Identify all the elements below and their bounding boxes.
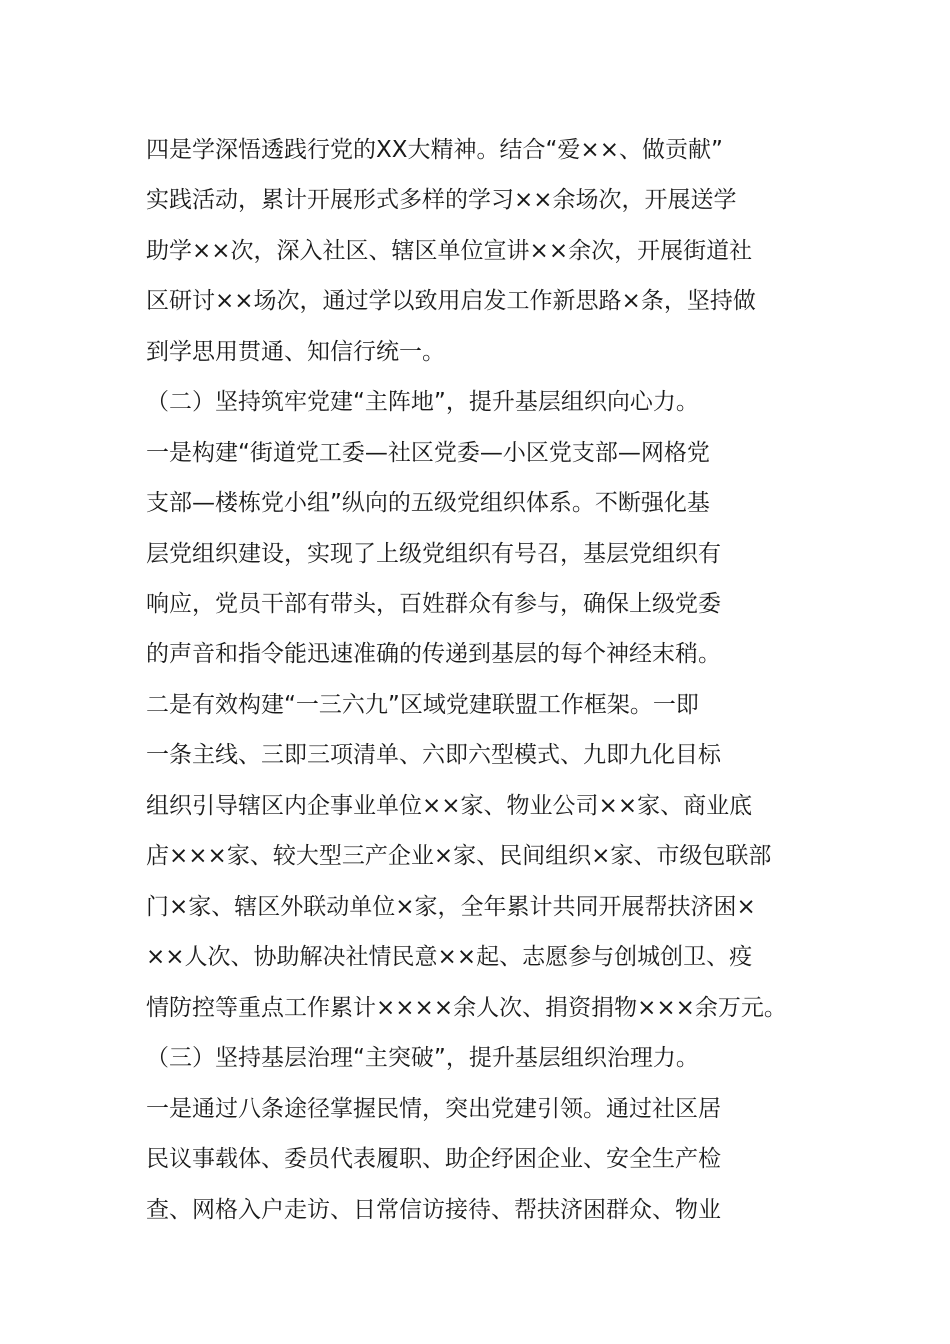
text-line: 组织引导辖区内企事业单位××家、物业公司××家、商业底 <box>146 793 753 819</box>
text-line: 的声音和指令能迅速准确的传递到基层的每个神经末稍。 <box>146 641 721 667</box>
text-line: 层党组织建设，实现了上级党组织有号召，基层党组织有 <box>146 541 721 567</box>
text-line: 门×家、辖区外联动单位×家，全年累计共同开展帮扶济困× <box>146 894 756 920</box>
text-line: 查、网格入户走访、日常信访接待、帮扶济困群众、物业 <box>146 1197 721 1223</box>
text-line: 支部—楼栋党小组”纵向的五级党组织体系。不断强化基 <box>146 490 710 516</box>
section-heading: （二）坚持筑牢党建“主阵地”，提升基层组织向心力。 <box>146 389 699 415</box>
text-line: 区研讨××场次，通过学以致用启发工作新思路×条，坚持做 <box>146 288 756 314</box>
text-line: 助学××次，深入社区、辖区单位宣讲××余次，开展街道社 <box>146 238 753 264</box>
text-line: 响应，党员干部有带头，百姓群众有参与，确保上级党委 <box>146 591 721 617</box>
text-line: 二是有效构建“一三六九”区域党建联盟工作框架。一即 <box>146 692 699 718</box>
text-line: 情防控等重点工作累计××××余人次、捐资捐物×××余万元。 <box>146 995 787 1021</box>
text-line: 实践活动，累计开展形式多样的学习××余场次，开展送学 <box>146 187 737 213</box>
text-line: ××人次、协助解决社情民意××起、志愿参与创城创卫、疫 <box>146 944 753 970</box>
text-line: 店×××家、较大型三产企业×家、民间组织×家、市级包联部 <box>146 843 772 869</box>
section-heading: （三）坚持基层治理“主突破”，提升基层组织治理力。 <box>146 1045 699 1071</box>
text-line: 一是构建“街道党工委—社区党委—小区党支部—网格党 <box>146 440 710 466</box>
text-line: 一是通过八条途径掌握民情，突出党建引领。通过社区居 <box>146 1096 721 1122</box>
text-line: 到学思用贯通、知信行统一。 <box>146 339 445 365</box>
text-line: 一条主线、三即三项清单、六即六型模式、九即九化目标 <box>146 742 721 768</box>
text-line: 四是学深悟透践行党的XX大精神。结合“爱××、做贡献” <box>146 137 723 163</box>
text-line: 民议事载体、委员代表履职、助企纾困企业、安全生产检 <box>146 1146 721 1172</box>
